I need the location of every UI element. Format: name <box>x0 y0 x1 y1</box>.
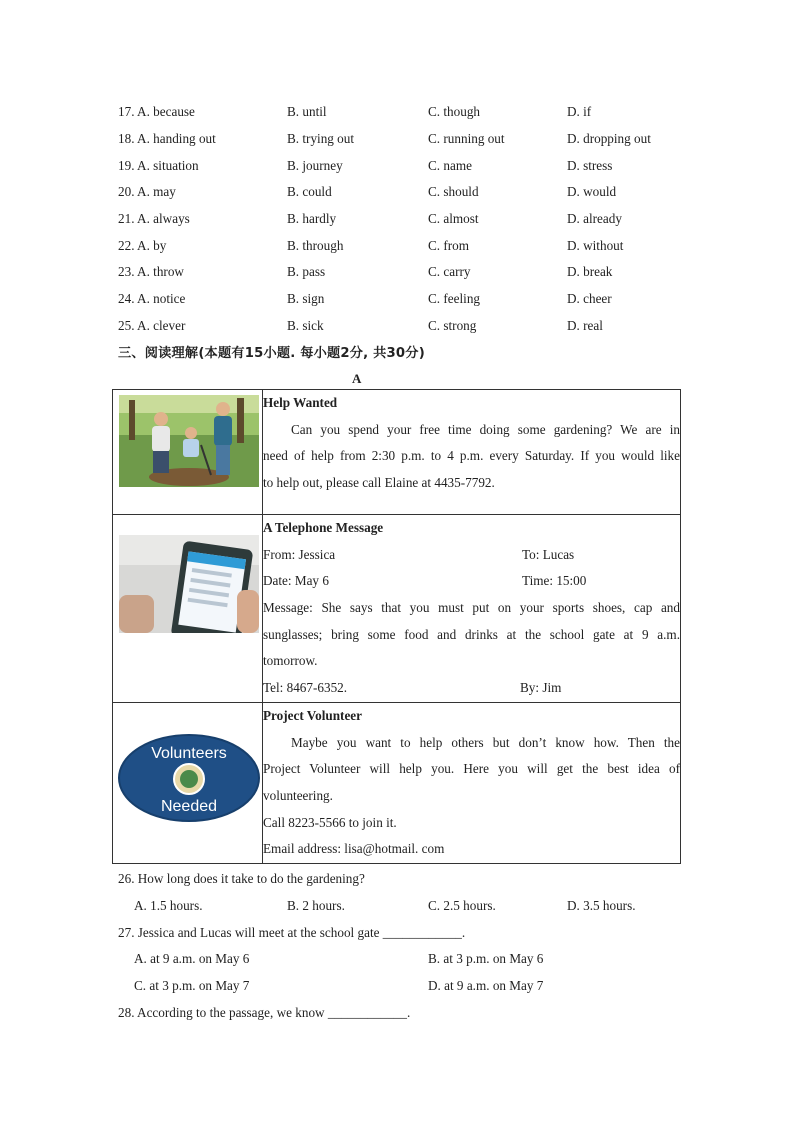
cloze-option: 22. A. by <box>118 238 167 253</box>
ad-row-telephone-message <box>113 515 681 703</box>
message-text-line: tomorrow. <box>263 653 318 669</box>
cloze-option: B. trying out <box>287 131 355 146</box>
ad-text-line: need of help from 2:30 p.m. to 4 p.m. every Saturday. If you would like <box>263 448 680 464</box>
cloze-option: D. real <box>567 318 603 333</box>
ad-row-help-wanted <box>113 390 681 515</box>
section-title: 三、阅读理解(本题有15小题. 每小题2分, 共30分) <box>118 346 425 361</box>
cloze-option: 18. A. handing out <box>118 131 216 146</box>
message-date: Date: May 6 <box>263 573 329 589</box>
question-27-stem: 27. Jessica and Lucas will meet at the school gate ____________. <box>118 925 466 940</box>
ad-call-line: Call 8223-5566 to join it. <box>263 814 397 830</box>
cloze-option: B. until <box>287 104 327 119</box>
cloze-option: D. without <box>567 238 624 253</box>
message-by: By: Jim <box>520 680 562 696</box>
message-tel: Tel: 8467-6352. <box>263 680 348 696</box>
cloze-option: 20. A. may <box>118 184 176 199</box>
cloze-option: D. break <box>567 264 613 279</box>
cloze-option: C. running out <box>428 131 505 146</box>
cloze-option: B. pass <box>287 264 326 279</box>
q26-option-d: D. 3.5 hours. <box>567 898 636 913</box>
ad-title: Project Volunteer <box>263 708 363 723</box>
q27-option-c: C. at 3 p.m. on May 7 <box>134 978 250 993</box>
cloze-option: B. through <box>287 238 344 253</box>
ad-project-volunteer <box>263 703 681 864</box>
cloze-option: D. dropping out <box>567 131 651 146</box>
cloze-option: 23. A. throw <box>118 264 184 279</box>
cloze-option: 24. A. notice <box>118 291 186 306</box>
ad-title: Help Wanted <box>263 395 338 410</box>
smartphone-photo <box>119 535 259 633</box>
q27-option-a: A. at 9 a.m. on May 6 <box>134 951 250 966</box>
ad-telephone-message <box>263 515 681 703</box>
cloze-option: B. hardly <box>287 211 337 226</box>
cloze-option: D. already <box>567 211 622 226</box>
logo-text-top: Volunteers <box>151 745 227 762</box>
cloze-option: C. name <box>428 158 472 173</box>
cloze-option: D. cheer <box>567 291 612 306</box>
cloze-option: D. would <box>567 184 617 199</box>
ad-image-cell <box>113 703 263 864</box>
ad-text-line: volunteering. <box>263 788 333 804</box>
ad-text-line: Project Volunteer will help you. Here you will get the best idea of <box>263 761 680 777</box>
q27-option-d: D. at 9 a.m. on May 7 <box>428 978 544 993</box>
q26-option-a: A. 1.5 hours. <box>134 898 203 913</box>
message-to: To: Lucas <box>522 546 575 562</box>
cloze-option: C. though <box>428 104 481 119</box>
ad-text-line: Maybe you want to help others but don’t know how. Then the <box>291 734 680 750</box>
cloze-option: 17. A. because <box>118 104 195 119</box>
message-from: From: Jessica <box>263 546 336 562</box>
message-time: Time: 15:00 <box>522 573 587 589</box>
ad-title: A Telephone Message <box>263 520 384 535</box>
logo-text-bottom: Needed <box>160 798 218 815</box>
cloze-option: C. almost <box>428 211 479 226</box>
question-26-stem: 26. How long does it take to do the gardening? <box>118 871 365 886</box>
message-tel-by <box>263 675 680 702</box>
ad-text-line: to help out, please call Elaine at 4435-7792. <box>263 475 495 491</box>
cloze-option: D. stress <box>567 158 613 173</box>
ad-text-line: Can you spend your free time doing some gardening? We are in <box>291 421 680 437</box>
cloze-option: D. if <box>567 104 592 119</box>
ad-image-cell <box>113 390 263 515</box>
ad-row-project-volunteer <box>113 703 681 864</box>
message-text-line: Message: She says that you must put on your sports shoes, cap and <box>263 600 680 616</box>
q26-option-c: C. 2.5 hours. <box>428 898 496 913</box>
cloze-option: C. from <box>428 238 470 253</box>
cloze-option: C. carry <box>428 264 471 279</box>
question-28-stem: 28. According to the passage, we know ____________. <box>118 1005 411 1020</box>
cloze-option: 21. A. always <box>118 211 190 226</box>
cloze-option: B. sick <box>287 318 324 333</box>
cloze-option: C. feeling <box>428 291 481 306</box>
message-text-line: sunglasses; bring some food and drinks at the school gate at 9 a.m. <box>263 626 680 642</box>
cloze-option: C. should <box>428 184 479 199</box>
gardening-photo <box>119 395 259 487</box>
message-from-to <box>263 542 680 569</box>
cloze-option: 25. A. clever <box>118 318 186 333</box>
message-date-time <box>263 568 680 595</box>
ad-email-line: Email address: lisa@hotmail. com <box>263 841 445 857</box>
cloze-option: C. strong <box>428 318 477 333</box>
passage-label: A <box>352 371 362 386</box>
volunteers-needed-logo <box>117 733 261 823</box>
cloze-option: B. sign <box>287 291 325 306</box>
ads-table <box>112 389 681 864</box>
q26-option-b: B. 2 hours. <box>287 898 345 913</box>
cloze-option: B. journey <box>287 158 343 173</box>
ad-image-cell <box>113 515 263 703</box>
q27-option-b: B. at 3 p.m. on May 6 <box>428 951 544 966</box>
ad-help-wanted <box>263 390 681 515</box>
cloze-option: B. could <box>287 184 332 199</box>
cloze-option: 19. A. situation <box>118 158 199 173</box>
